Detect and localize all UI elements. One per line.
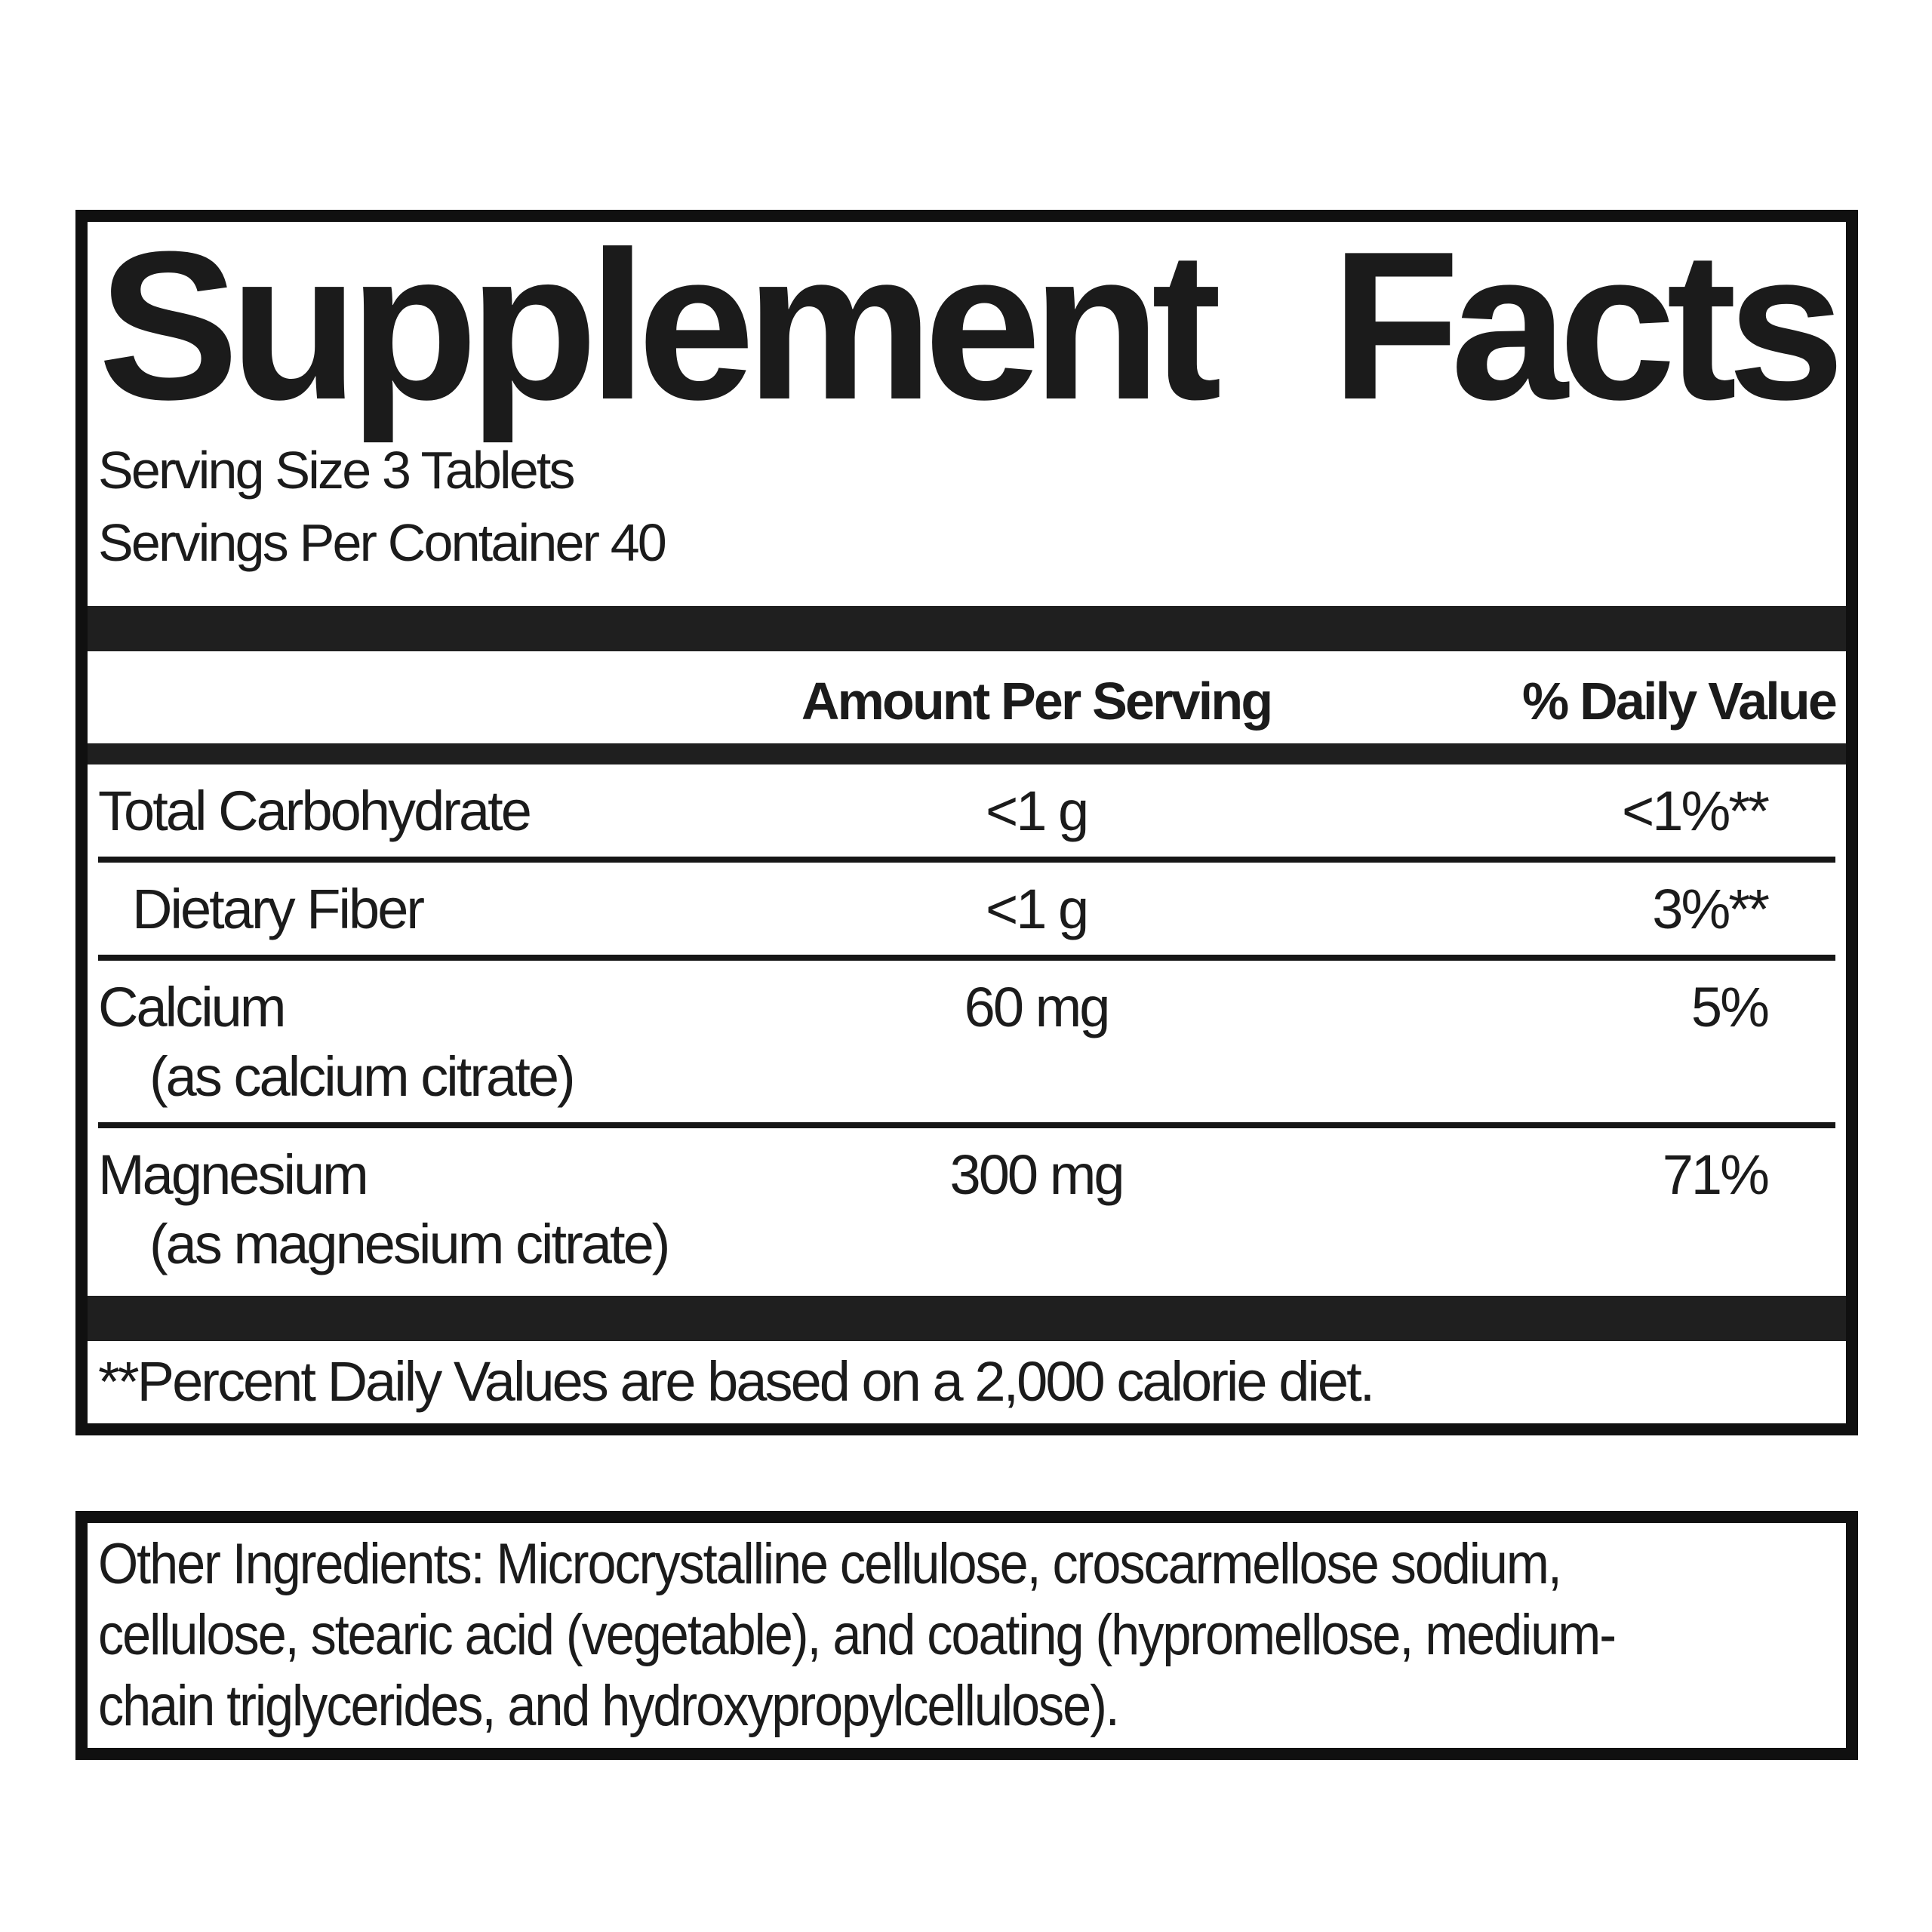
divider-bar-thick-bottom: [88, 1296, 1846, 1341]
label-page: [75, 210, 1858, 1760]
other-ingredients-line: Other Ingredients: Microcrystalline cellulose, croscarmellose sodium,: [98, 1532, 1561, 1596]
column-header-daily-value: % Daily Value: [1522, 672, 1835, 731]
supplement-facts-panel: [75, 210, 1858, 1435]
nutrient-amount: <1 g: [985, 780, 1088, 842]
nutrient-daily-value: 3%**: [1652, 878, 1767, 940]
nutrient-table-row: [98, 1128, 1835, 1296]
panel-title: [98, 208, 1835, 444]
facts-column-header: [98, 651, 1835, 743]
nutrient-name: Dietary Fiber: [132, 878, 423, 940]
nutrient-name: Total Carbohydrate: [98, 780, 530, 842]
other-ingredients-text: [98, 1529, 1662, 1742]
other-ingredients-line: cellulose, stearic acid (vegetable), and coating (hypromellose, medium-: [98, 1603, 1615, 1667]
divider-bar-thin-header: [88, 743, 1846, 764]
divider-bar-thick-top: [88, 606, 1846, 651]
servings-per-container-text: Servings Per Container 40: [98, 513, 665, 572]
other-ingredients-panel: [75, 1511, 1858, 1760]
nutrient-table-row: [98, 863, 1835, 961]
nutrient-daily-value: 71%: [1662, 1143, 1767, 1206]
nutrient-source-note: (as magnesium citrate): [149, 1213, 669, 1275]
nutrient-source-note: (as calcium citrate): [149, 1045, 574, 1108]
serving-info: [98, 434, 1835, 579]
nutrient-daily-value: <1%**: [1622, 780, 1767, 842]
nutrient-table: [98, 764, 1835, 1296]
nutrient-table-row: [98, 764, 1835, 863]
nutrient-table-row: [98, 961, 1835, 1128]
panel-title-word-facts: Facts: [1331, 208, 1835, 444]
nutrient-amount: 300 mg: [949, 1143, 1123, 1206]
nutrient-name: Calcium: [98, 976, 285, 1038]
daily-value-footnote: **Percent Daily Values are based on a 2,000 calorie diet.: [98, 1350, 1374, 1413]
nutrient-name: Magnesium: [98, 1143, 367, 1206]
panel-title-word-supplement: Supplement: [98, 208, 1213, 444]
other-ingredients-line: chain triglycerides, and hydroxypropylcellulose).: [98, 1674, 1118, 1738]
nutrient-daily-value: 5%: [1690, 976, 1767, 1038]
nutrient-amount: 60 mg: [964, 976, 1109, 1038]
column-header-amount: Amount Per Serving: [801, 672, 1272, 731]
serving-size-text: Serving Size 3 Tablets: [98, 441, 574, 500]
nutrient-amount: <1 g: [985, 878, 1088, 940]
